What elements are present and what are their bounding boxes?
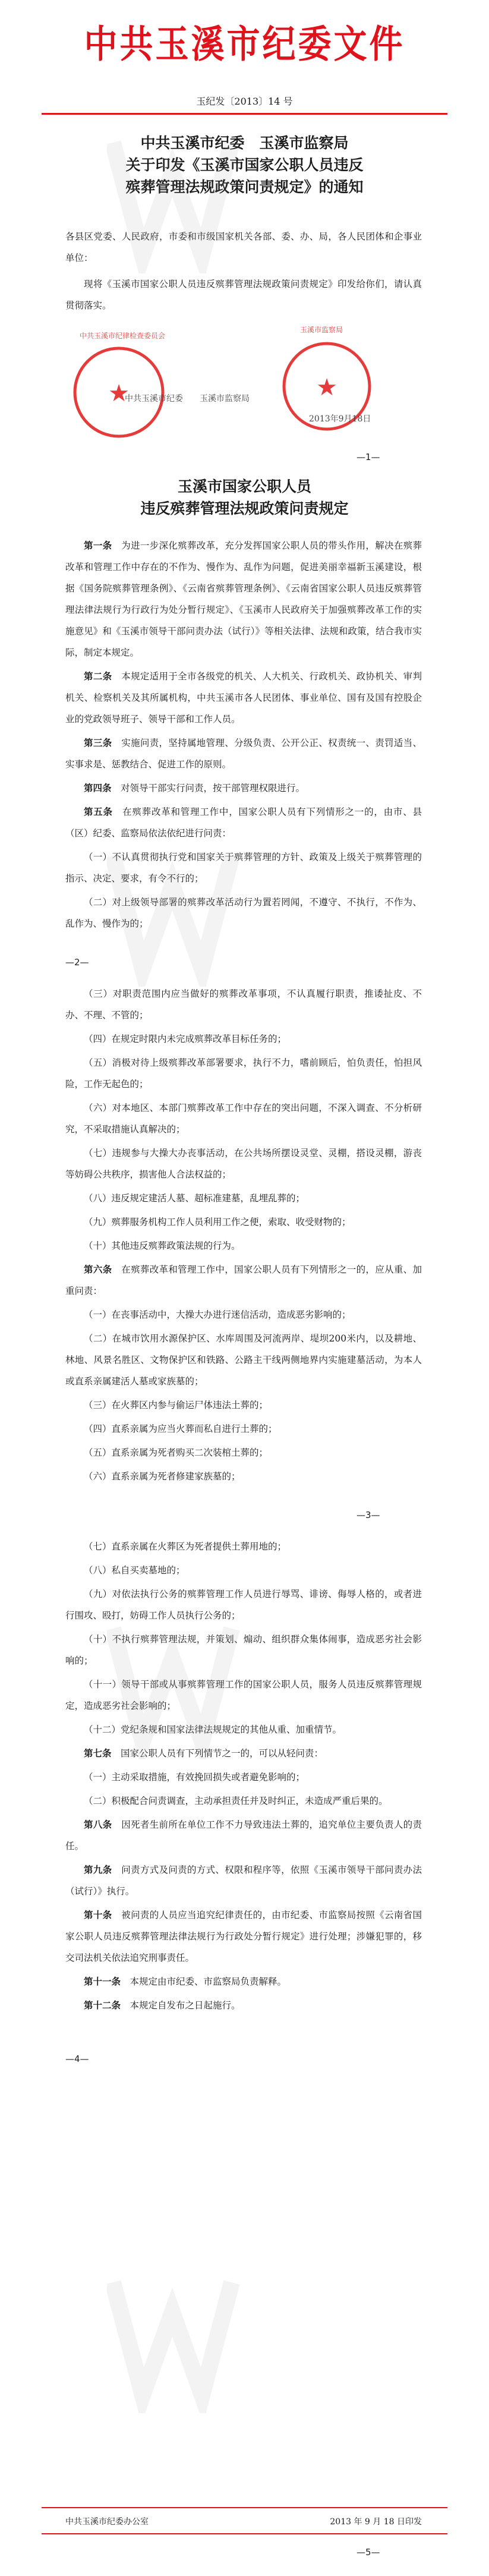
article-text: （六）对本地区、本部门殡葬改革工作中存在的突出问题，不深入调查、不分析研究，不采取措施认真解决的； bbox=[65, 1103, 422, 1135]
rule-paragraph bbox=[65, 1394, 422, 1416]
rule-paragraph bbox=[65, 1859, 422, 1902]
notice-body: 现将《玉溪市国家公职人员违反殡葬管理法规政策问责规定》印发给你们，请认真贯彻落实。 bbox=[65, 279, 422, 311]
article-label: 第四条 bbox=[84, 782, 121, 793]
page-number-3: —3— bbox=[357, 1510, 380, 1520]
article-text: 实施问责，坚持属地管理、分级负责、公开公正、权责统一、责罚适当、实事求是、惩教结合、促进工作的原则。 bbox=[65, 738, 422, 770]
article-text: 问责方式及问责的方式、权限和程序等，依照《玉溪市领导干部问责办法（试行）》执行。 bbox=[65, 1865, 422, 1897]
article-text: 为进一步深化殡葬改革，充分发挥国家公职人员的带头作用，解决在殡葬改革和管理工作中存在的不作为、慢作为、乱作为问题，促进美丽幸福新玉溪建设，根据《国务院殡葬管理条例》、《云南省殡葬管理条例》、《云南省国家公职人员违反殡葬管理法律法规行为行政行为处分暂行规定》、《玉溪市人民政府关于加强殡葬改革工作的实施意见》和《玉溪市领导干部问责办法（试行）》等相关法律、法规和政策，结合我市实际，制定本规定。 bbox=[65, 540, 422, 658]
article-label: 第十一条 bbox=[84, 1976, 130, 1987]
rule-paragraph bbox=[65, 1766, 422, 1788]
article-text: 在殡葬改革和管理工作中，国家公职人员有下列情形之一的，应从重、加重问责： bbox=[65, 1264, 422, 1296]
rule-paragraph bbox=[65, 892, 422, 934]
article-label: 第三条 bbox=[84, 737, 122, 748]
rule-paragraph bbox=[65, 1211, 422, 1233]
svg-text:★: ★ bbox=[108, 380, 130, 407]
footer-issue-date: 2013 年 9 月 18 日印发 bbox=[330, 2517, 422, 2527]
page-number-5: —5— bbox=[357, 2547, 380, 2558]
notice-title-line-3: 殡葬管理法规政策问责规定》的通知 bbox=[125, 178, 364, 196]
rule-paragraph bbox=[65, 1235, 422, 1256]
rule-paragraph bbox=[65, 1790, 422, 1812]
article-text: （四）直系亲属为应当火葬而私自进行土葬的； bbox=[84, 1424, 277, 1434]
article-text: （八）私自买卖墓地的； bbox=[84, 1565, 185, 1576]
rule-paragraph bbox=[65, 1904, 422, 1969]
article-text: （五）消极对待上级殡葬改革部署要求，执行不力，嗜前顾后，怕负责任，怕担风险，工作无起色的； bbox=[65, 1057, 422, 1089]
article-text: 因死者生前所在单位工作不力导致违法土葬的，追究单位主要负责人的责任。 bbox=[65, 1819, 422, 1851]
rule-paragraph bbox=[65, 1142, 422, 1185]
article-text: 国家公职人员有下列情节之一的，可以从轻问责： bbox=[121, 1748, 324, 1759]
article-text: （十二）党纪条规和国家法律法规规定的其他从重、加重情节。 bbox=[84, 1724, 342, 1735]
rule-paragraph bbox=[65, 1743, 422, 1764]
red-header-title: 中共玉溪市纪委文件 bbox=[84, 22, 405, 67]
article-text: （二）对上级领导部署的殡葬改革活动行为置若罔闻，不遵守、不执行，不作为、乱作为、慢作为的； bbox=[65, 897, 422, 929]
rule-paragraph bbox=[65, 1328, 422, 1392]
article-label: 第五条 bbox=[84, 806, 123, 817]
article-text: 在殡葬改革和管理工作中，国家公职人员有下列情形之一的，由市、县（区）纪委、监察局依法依纪进行问责： bbox=[65, 807, 422, 839]
rule-paragraph bbox=[65, 1188, 422, 1209]
article-text: 对领导干部实行问责，按干部管理权限进行。 bbox=[121, 783, 305, 793]
article-text: （七）违规参与大操大办丧事活动，在公共场所摆设灵堂、灵棚，搭设灵棚，游丧等妨碍公共秩序，损害他人合法权益的； bbox=[65, 1148, 422, 1180]
page-number-2: —2— bbox=[65, 957, 89, 968]
rule-paragraph bbox=[65, 1560, 422, 1581]
footer-row bbox=[65, 2515, 422, 2527]
party-seal-text: 中共玉溪市纪律检查委员会 bbox=[80, 332, 166, 340]
rule-paragraph bbox=[65, 535, 422, 663]
article-label: 第十二条 bbox=[84, 1999, 130, 2011]
rule-paragraph bbox=[65, 983, 422, 1026]
article-text: （十）不执行殡葬管理法规，并策划、煽动、组织群众集体闹事，造成恶劣社会影响的； bbox=[65, 1634, 422, 1666]
signatory-names: 中共玉溪市纪委 玉溪市监察局 bbox=[125, 394, 250, 404]
notice-title-line-2: 关于印发《玉溪市国家公职人员违反 bbox=[125, 156, 364, 174]
footer-bottom-rule bbox=[42, 2533, 447, 2534]
article-text: （十一）领导干部或从事殡葬管理工作的国家公职人员，服务人员违反殡葬管理规定，造成恶劣社会影响的； bbox=[65, 1679, 422, 1711]
article-label: 第九条 bbox=[84, 1864, 122, 1875]
article-text: （十）其他违反殡葬政策法规的行为。 bbox=[84, 1240, 241, 1251]
footer-issuer: 中共玉溪市纪委办公室 bbox=[65, 2517, 149, 2527]
rule-paragraph bbox=[65, 1052, 422, 1095]
rule-paragraph bbox=[65, 1995, 422, 2016]
svg-text:★: ★ bbox=[316, 374, 337, 401]
article-text: （三）在火葬区内参与偷运尸体违法土葬的； bbox=[84, 1400, 269, 1410]
rule-paragraph bbox=[65, 1814, 422, 1857]
page-number-1: —1— bbox=[357, 452, 380, 462]
article-label: 第八条 bbox=[84, 1819, 122, 1830]
article-text: 本规定自发布之日起施行。 bbox=[130, 2000, 241, 2011]
rule-paragraph bbox=[65, 801, 422, 844]
article-text: （三）对职责范围内应当做好的殡葬改革事项，不认真履行职责，推诿扯皮、不办、不理、不管的； bbox=[65, 988, 422, 1021]
rule-paragraph bbox=[65, 1418, 422, 1440]
article-text: （六）直系亲属为死者修建家族墓的； bbox=[84, 1471, 241, 1482]
rule-paragraph bbox=[65, 777, 422, 799]
red-divider bbox=[42, 113, 447, 115]
article-text: （九）殡葬服务机构工作人员利用工作之便，索取、收受财物的； bbox=[84, 1217, 351, 1227]
article-text: （四）在规定时限内未完成殡葬改革目标任务的； bbox=[84, 1034, 287, 1044]
rule-paragraph bbox=[65, 1259, 422, 1302]
article-text: （一）在丧事活动中，大操大办进行迷信活动，造成恶劣影响的； bbox=[84, 1309, 351, 1320]
article-text: （二）积极配合问责调查，主动承担责任并及时纠正，未造成严重后果的。 bbox=[84, 1796, 388, 1806]
rule-paragraph bbox=[65, 1719, 422, 1740]
rules-title-line-2: 违反殡葬管理法规政策问责规定 bbox=[140, 500, 349, 517]
article-text: （八）违反规定建活人墓、超标准建墓，乱埋乱葬的； bbox=[84, 1193, 305, 1204]
rule-paragraph bbox=[65, 1304, 422, 1325]
page-number-4: —4— bbox=[65, 2054, 89, 2064]
rule-paragraph bbox=[65, 1536, 422, 1557]
rule-paragraph bbox=[65, 1971, 422, 1992]
notice-title-line-1: 中共玉溪市纪委 玉溪市监察局 bbox=[140, 134, 349, 152]
article-text: 被问责的人员应当追究纪律责任的，由市纪委、市监察局按照《云南省国家公职人员违反殡葬管理法律法规行为行政处分暂行规定》进行处理；涉嫌犯罪的，移交司法机关依法追究刑事责任。 bbox=[65, 1910, 422, 1963]
rule-paragraph bbox=[65, 1028, 422, 1050]
wps-watermark-icon bbox=[107, 2259, 392, 2413]
article-text: （五）直系亲属为死者购买二次装棺土葬的； bbox=[84, 1447, 269, 1458]
rule-paragraph bbox=[65, 1442, 422, 1463]
article-label: 第二条 bbox=[84, 670, 122, 682]
article-text: （七）直系亲属在火葬区为死者提供土葬用地的； bbox=[84, 1541, 287, 1552]
article-label: 第七条 bbox=[84, 1747, 121, 1759]
article-text: （一）主动采取措施，有效挽回损失或者避免影响的； bbox=[84, 1772, 305, 1783]
rule-paragraph bbox=[65, 846, 422, 889]
rules-title-line-1: 玉溪市国家公职人员 bbox=[177, 478, 311, 495]
footer-top-rule bbox=[42, 2507, 447, 2508]
article-text: （一）不认真贯彻执行党和国家关于殡葬管理的方针、政策及上级关于殡葬管理的指示、决定、要求，有令不行的； bbox=[65, 852, 422, 884]
notice-date: 2013年9月18日 bbox=[309, 414, 371, 424]
notice-addressee: 各县区党委、人民政府，市委和市级国家机关各部、委、办、局，各人民团体和企事业单位： bbox=[65, 231, 422, 263]
rule-paragraph bbox=[65, 666, 422, 730]
article-label: 第一条 bbox=[84, 540, 122, 551]
article-text: （二）在城市饮用水源保护区、水库周围及河流两岸、堤坝200米内，以及耕地、林地、风景名胜区、文物保护区和铁路、公路主干线两侧地界内实施建墓活动，为本人或直系亲属建活人墓或家族墓的； bbox=[65, 1333, 422, 1387]
rule-paragraph bbox=[65, 1466, 422, 1487]
rule-paragraph bbox=[65, 1629, 422, 1671]
rule-paragraph bbox=[65, 1674, 422, 1717]
article-label: 第十条 bbox=[84, 1909, 122, 1920]
article-text: （九）对依法执行公务的殡葬管理工作人员进行辱骂、诽谤、侮辱人格的，或者进行围攻、殴打，妨碍工作人员执行公务的； bbox=[65, 1589, 422, 1621]
document-number: 玉纪发〔2013〕14 号 bbox=[196, 96, 293, 107]
rule-paragraph bbox=[65, 732, 422, 775]
rule-paragraph bbox=[65, 1097, 422, 1140]
article-text: 本规定由市纪委、市监察局负责解释。 bbox=[130, 1976, 287, 1987]
article-label: 第六条 bbox=[84, 1264, 122, 1275]
supervision-seal-text: 玉溪市监察局 bbox=[300, 326, 343, 334]
article-text: 本规定适用于全市各级党的机关、人大机关、行政机关、政协机关、审判机关、检察机关及其所属机构，中共玉溪市各人民团体、事业单位、国有及国有控股企业的党政领导班子、领导干部和工作人员。 bbox=[65, 671, 422, 725]
rule-paragraph bbox=[65, 1583, 422, 1626]
